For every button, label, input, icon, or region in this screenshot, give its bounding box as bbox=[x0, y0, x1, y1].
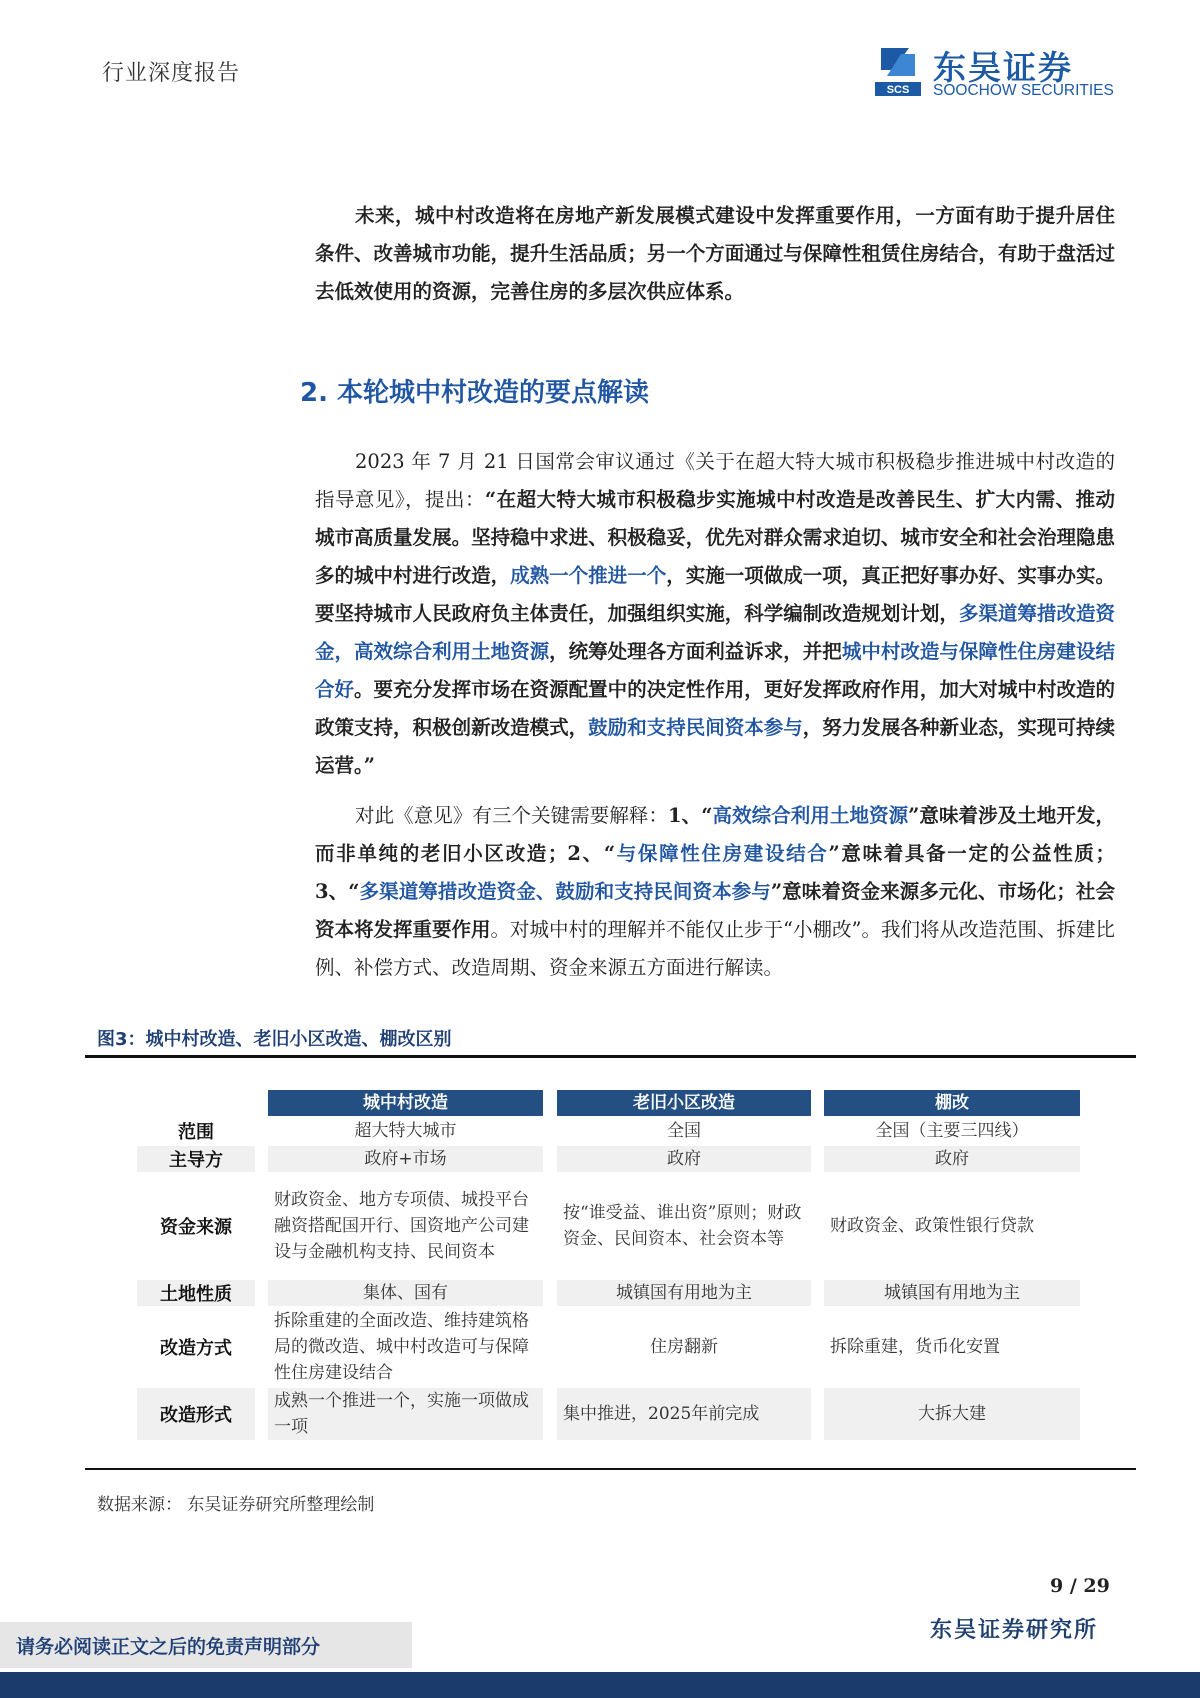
table-cell: 城镇国有用地为主 bbox=[824, 1280, 1080, 1306]
table-cell: 政府 bbox=[557, 1146, 811, 1172]
table-row-label: 改造方式 bbox=[160, 1338, 232, 1359]
table-cell: 集中推进，2025年前完成 bbox=[557, 1388, 811, 1440]
table-cell: 住房翻新 bbox=[650, 1337, 718, 1357]
interp-text-2: ”意味着涉及土地开发，而非单纯的老旧小区改造；2、“ bbox=[315, 804, 1115, 865]
interp-highlight-2: 与保障性住房建设结合 bbox=[615, 842, 829, 865]
table-row-label: 土地性质 bbox=[137, 1280, 255, 1306]
table-header-old-community: 老旧小区改造 bbox=[557, 1090, 811, 1116]
disclaimer-text: 请务必阅读正文之后的免责声明部分 bbox=[16, 1636, 321, 1658]
paragraph-guidance bbox=[315, 443, 1115, 785]
logo-chinese-name: 东吴证券 bbox=[933, 48, 1073, 87]
table-cell: 大拆大建 bbox=[824, 1388, 1080, 1440]
interp-highlight-1: 高效综合利用土地资源 bbox=[712, 804, 909, 827]
logo-english-name: SOOCHOW SECURITIES bbox=[933, 82, 1114, 99]
interp-text-4: ”意味着资金来源多元化、市场化；社会资本将发挥重要作用 bbox=[315, 880, 1115, 941]
figure-title: 图3：城中村改造、老旧小区改造、棚改区别 bbox=[97, 1029, 452, 1050]
interp-text-5: 。对城中村的理解并不能仅止步于“小棚改”。我们将从改造范围、拆建比例、补偿方式、改造周期、资金来源五方面进行解读。 bbox=[315, 918, 1115, 979]
table-cell: 全国 bbox=[667, 1121, 701, 1141]
section-title: 2. 本轮城中村改造的要点解读 bbox=[300, 378, 650, 408]
table-cell: 成熟一个推进一个，实施一项做成一项 bbox=[268, 1388, 543, 1440]
table-header-urban-village: 城中村改造 bbox=[268, 1090, 543, 1116]
table-row-label: 主导方 bbox=[137, 1146, 255, 1172]
table-cell: 拆除重建的全面改造、维持建筑格局的微改造、城中村改造可与保障性住房建设结合 bbox=[274, 1311, 529, 1383]
paragraph-interpretation bbox=[315, 797, 1115, 987]
guidance-quote-5: ，努力发展各种新业态，实现可持续运营。” bbox=[315, 716, 1115, 777]
guidance-quote-2: ，实施一项做成一项，真正把好事办好、实事办实。要坚持城市人民政府负主体责任，加强组织实施，科学编制改造规划计划， bbox=[315, 564, 1115, 625]
intro-paragraph: 未来，城中村改造将在房地产新发展模式建设中发挥重要作用，一方面有助于提升居住条件、改善城市功能，提升生活品质；另一个方面通过与保障性租赁住房结合，有助于盘活过去低效使用的资源，完善住房的多层次供应体系。 bbox=[315, 204, 1115, 303]
table-cell: 按“谁受益、谁出资”原则；财政资金、民间资本、社会资本等 bbox=[563, 1203, 802, 1249]
logo-mark-icon bbox=[873, 44, 923, 98]
guidance-highlight-3: 城中村改造与保障性住房建设结合好 bbox=[315, 640, 1115, 701]
figure-top-rule bbox=[85, 1055, 1136, 1058]
table-cell: 超大特大城市 bbox=[354, 1121, 457, 1141]
figure-bottom-rule bbox=[85, 1468, 1136, 1470]
guidance-highlight-1: 成熟一个推进一个 bbox=[510, 564, 667, 587]
table-cell: 财政资金、政策性银行贷款 bbox=[830, 1216, 1034, 1236]
guidance-quote-1: “在超大特大城市积极稳步实施城中村改造是改善民生、扩大内需、推动城市高质量发展。坚持稳中求进、积极稳妥，优先对群众需求迫切、城市安全和社会治理隐患多的城中村进行改造， bbox=[315, 488, 1115, 587]
interp-text-3: ”意味着具备一定的公益性质；3、“ bbox=[315, 842, 1115, 903]
table-cell: 财政资金、地方专项债、城投平台融资搭配国开行、国资地产公司建设与金融机构支持、民间资本 bbox=[274, 1190, 529, 1262]
table-header-shantytown: 棚改 bbox=[824, 1090, 1080, 1116]
guidance-intro: 2023 年 7 月 21 日国常会审议通过《关于在超大特大城市积极稳步推进城中村改造的指导意见》，提出： bbox=[315, 450, 1115, 511]
table-cell: 全国（主要三四线） bbox=[875, 1121, 1029, 1141]
guidance-highlight-2: 多渠道筹措改造资金，高效综合利用土地资源 bbox=[315, 602, 1115, 663]
table-row-label: 范围 bbox=[178, 1122, 214, 1143]
company-logo bbox=[873, 42, 1113, 102]
table-cell: 集体、国有 bbox=[268, 1280, 543, 1306]
table-cell: 政府+市场 bbox=[268, 1146, 543, 1172]
table-row-label: 改造形式 bbox=[137, 1388, 255, 1440]
figure-source: 数据来源： 东吴证券研究所整理绘制 bbox=[97, 1495, 375, 1515]
footer-brand: 东吴证券研究所 bbox=[930, 1617, 1099, 1643]
interp-text-1: 1、“ bbox=[668, 804, 713, 827]
guidance-quote-4: 。要充分发挥市场在资源配置中的决定性作用，更好发挥政府作用，加大对城中村改造的政策支持，积极创新改造模式， bbox=[315, 678, 1115, 739]
table-row-label: 资金来源 bbox=[160, 1217, 232, 1238]
guidance-highlight-4: 鼓励和支持民间资本参与 bbox=[588, 716, 803, 739]
page-number: 9 / 29 bbox=[1050, 1575, 1110, 1597]
interp-intro: 对此《意见》有三个关键需要解释： bbox=[355, 804, 669, 827]
guidance-quote-3: ，统筹处理各方面利益诉求，并把 bbox=[549, 640, 842, 663]
logo-mark-text: SCS bbox=[886, 84, 910, 96]
table-cell: 政府 bbox=[824, 1146, 1080, 1172]
footer-bar bbox=[0, 1672, 1200, 1698]
report-type-label: 行业深度报告 bbox=[102, 61, 241, 86]
table-cell: 拆除重建，货币化安置 bbox=[830, 1337, 1000, 1357]
interp-highlight-3: 多渠道筹措改造资金、鼓励和支持民间资本参与 bbox=[359, 880, 771, 903]
table-cell: 城镇国有用地为主 bbox=[557, 1280, 811, 1306]
